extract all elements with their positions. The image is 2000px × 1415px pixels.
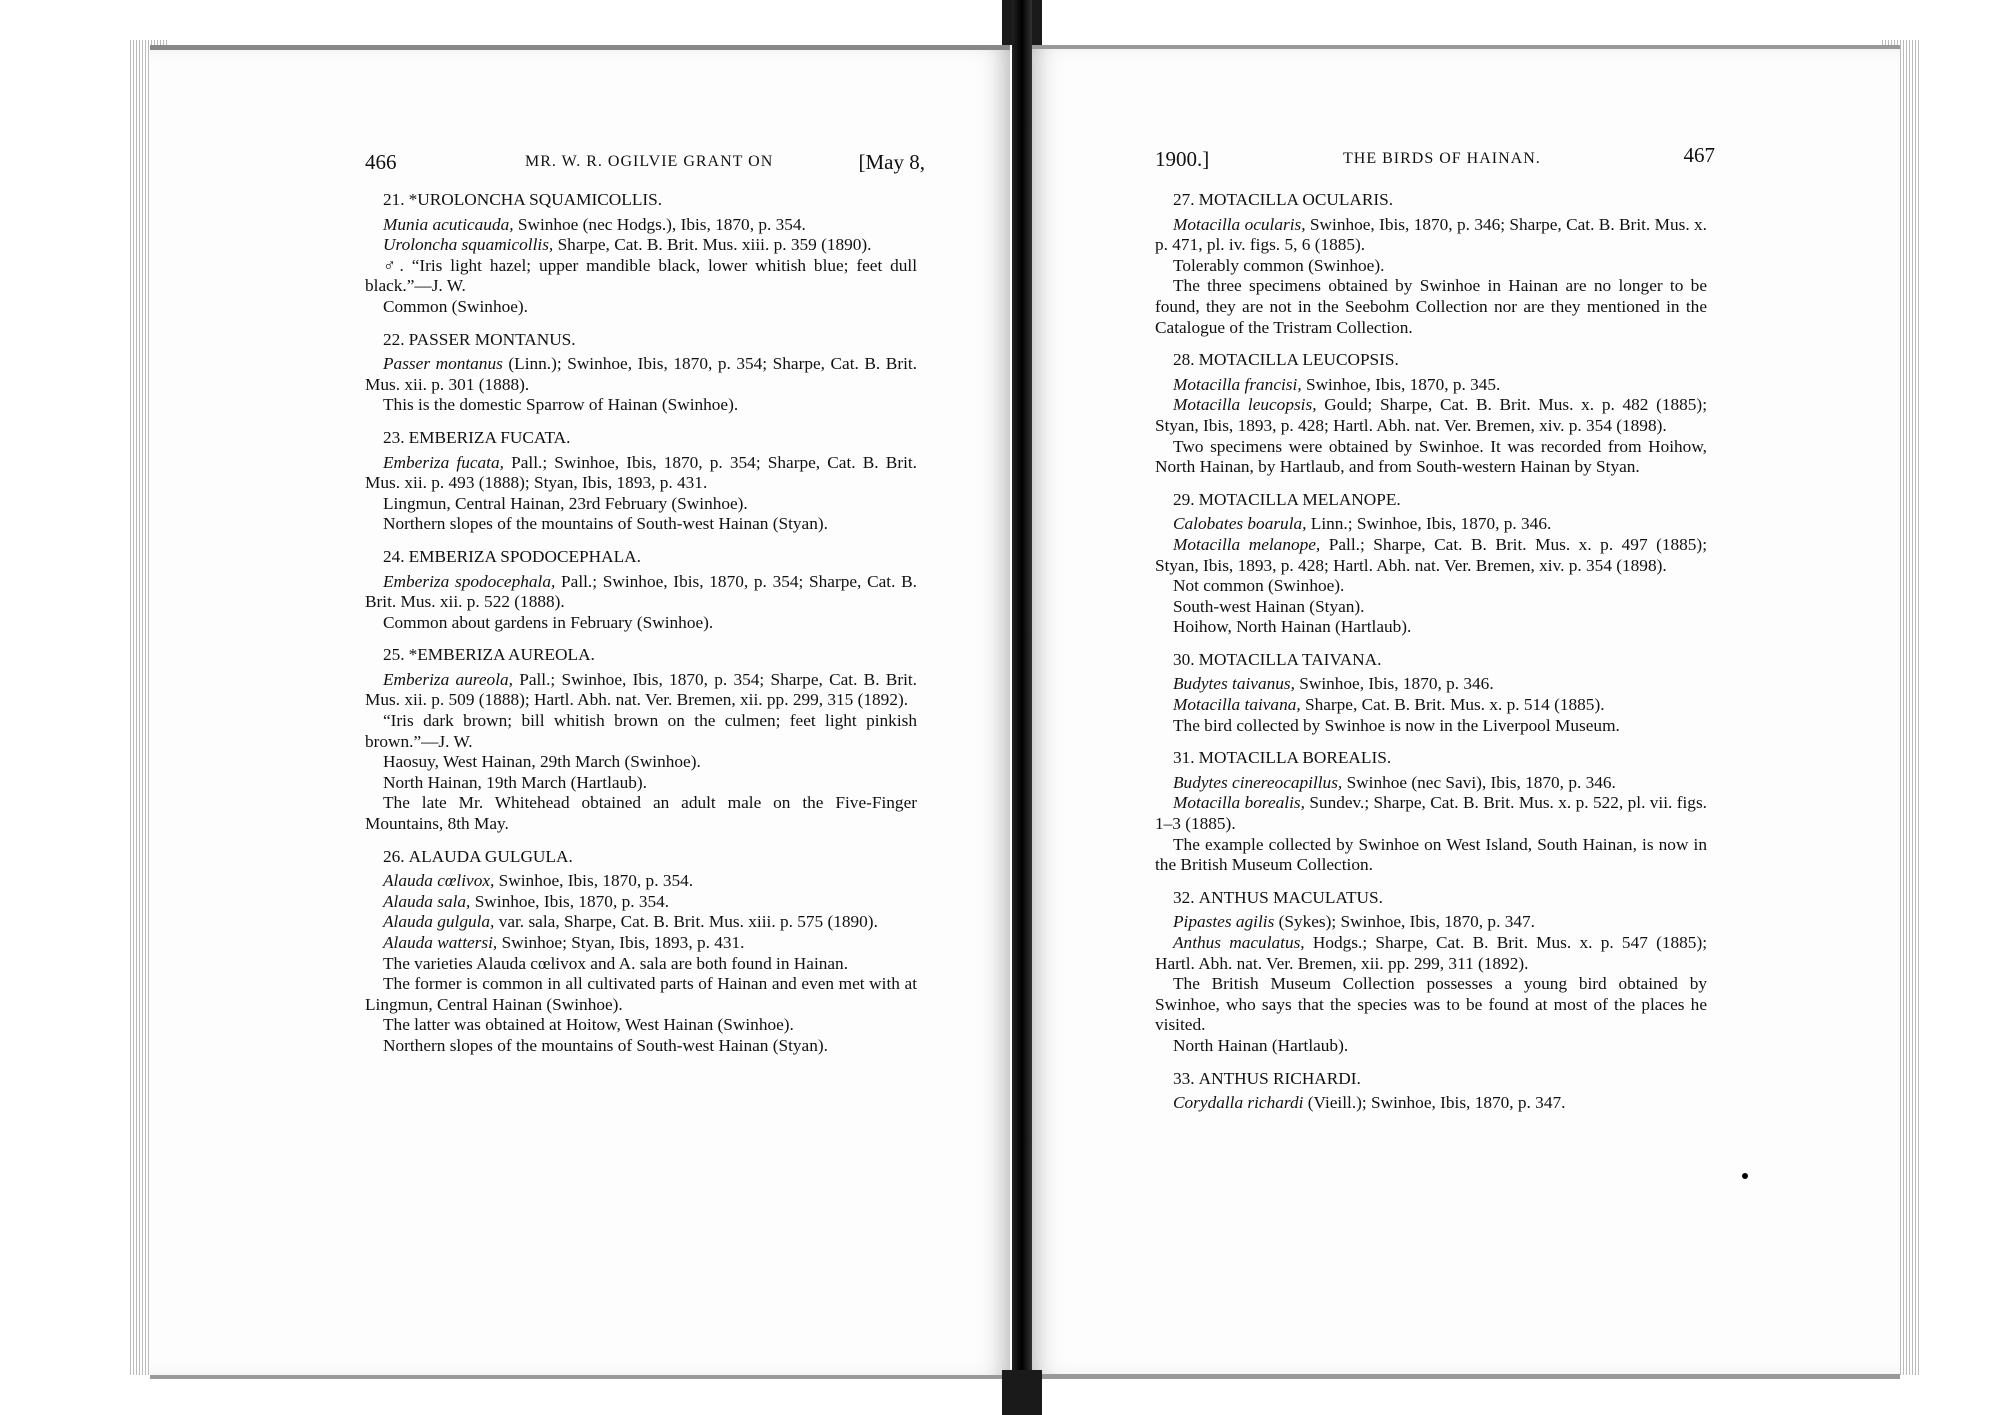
species-paragraph	[1155, 576, 1707, 597]
paragraph-text: Swinhoe, Ibis, 1870, p. 346.	[1294, 674, 1494, 694]
species-paragraph	[1155, 773, 1707, 794]
right-page-number: 467	[1683, 143, 1715, 167]
species-number: 26.	[383, 846, 405, 866]
species-paragraph	[365, 711, 917, 752]
species-number: 22.	[383, 329, 405, 349]
paragraph-text: (Linn.); Swinhoe, Ibis, 1870, p. 354; Sharpe, Cat. B. Brit. Mus. xii. p. 301 (1888).	[365, 354, 918, 394]
species-heading	[1155, 1069, 1707, 1090]
paragraph-text: Tolerably common (Swinhoe).	[1173, 255, 1385, 275]
species-name: EMBERIZA FUCATA.	[408, 427, 571, 447]
paragraph-text: Pall.; Swinhoe, Ibis, 1870, p. 354; Sharpe, Cat. B. Brit. Mus. xii. p. 509 (1888); Hartl. Abh. nat. Ver. Bremen, xii. pp. 299, 315 (1892).	[365, 669, 917, 710]
taxon-name: Alauda gulgula,	[383, 912, 495, 932]
taxon-name: Anthus maculatus,	[1173, 933, 1305, 952]
taxon-name: Emberiza spodocephala,	[383, 571, 556, 591]
taxon-name: Calobates boarula,	[1173, 514, 1307, 534]
species-paragraph	[1155, 835, 1707, 876]
species-number: 28.	[1173, 350, 1195, 370]
taxon-name: Alauda cœlivox,	[383, 871, 495, 891]
taxon-name: Pipastes agilis	[1173, 912, 1275, 932]
species-number: 29.	[1173, 489, 1195, 509]
species-number: 24.	[383, 546, 405, 566]
paragraph-text: Common about gardens in February (Swinhoe).	[383, 612, 714, 632]
species-name: ANTHUS RICHARDI.	[1198, 1068, 1361, 1088]
species-paragraph	[1155, 597, 1707, 618]
species-paragraph	[1155, 276, 1707, 338]
paragraph-text: Northern slopes of the mountains of South-west Hainan (Styan).	[383, 514, 828, 534]
paragraph-text: The late Mr. Whitehead obtained an adult male on the Five-Finger Mountains, 8th May.	[365, 793, 917, 834]
taxon-name: Emberiza fucata,	[383, 452, 504, 472]
species-paragraph	[1155, 974, 1707, 1036]
species-paragraph	[365, 871, 917, 892]
taxon-name: Uroloncha squamicollis,	[383, 235, 554, 255]
species-paragraph	[365, 297, 917, 318]
paragraph-text: ♂. “Iris light hazel; upper mandible black, lower whitish blue; feet dull black.”—J. W.	[365, 255, 917, 296]
paragraph-text: Swinhoe, Ibis, 1870, p. 346; Sharpe, Cat. B. Brit. Mus. x. p. 471, pl. iv. figs. 5, 6 (1885).	[1155, 214, 1708, 255]
taxon-name: Passer montanus	[383, 354, 503, 374]
species-paragraph	[1155, 1093, 1707, 1114]
species-number: 23.	[383, 427, 405, 447]
species-paragraph	[365, 752, 917, 773]
species-paragraph	[365, 235, 917, 256]
paragraph-text: Northern slopes of the mountains of South-west Hainan (Styan).	[383, 1035, 828, 1055]
paragraph-text: South-west Hainan (Styan).	[1173, 596, 1365, 616]
species-entry	[1155, 650, 1707, 736]
species-heading	[365, 330, 917, 351]
species-paragraph	[365, 613, 917, 634]
species-number: 33.	[1173, 1068, 1195, 1088]
species-paragraph	[1155, 716, 1707, 737]
paragraph-text: Sharpe, Cat. B. Brit. Mus. xiii. p. 359 (1890).	[553, 235, 872, 255]
paragraph-text: Two specimens were obtained by Swinhoe. It was recorded from Hoihow, North Hainan, by Hartlaub, and from South-western Hainan by Styan.	[1155, 436, 1707, 477]
species-paragraph	[365, 954, 917, 975]
ink-mark	[1742, 1173, 1748, 1179]
paragraph-text: Lingmun, Central Hainan, 23rd February (Swinhoe).	[383, 493, 748, 513]
species-name: MOTACILLA OCULARIS.	[1198, 190, 1394, 209]
right-page-text	[1155, 190, 1707, 1126]
species-entry	[1155, 888, 1707, 1057]
species-paragraph	[365, 933, 917, 954]
species-paragraph	[365, 395, 917, 416]
left-running-date: [May 8,	[858, 150, 925, 174]
species-heading	[365, 847, 917, 868]
paragraph-text: Swinhoe, Ibis, 1870, p. 354.	[470, 891, 670, 911]
left-page-text	[365, 190, 917, 1069]
species-heading	[1155, 650, 1707, 671]
species-paragraph	[365, 1036, 917, 1057]
species-name: EMBERIZA SPODOCEPHALA.	[408, 546, 641, 566]
species-name: ANTHUS MACULATUS.	[1198, 887, 1383, 907]
paragraph-text: North Hainan, 19th March (Hartlaub).	[383, 772, 647, 792]
species-paragraph	[365, 354, 917, 395]
paragraph-text: Pall.; Swinhoe, Ibis, 1870, p. 354; Sharpe, Cat. B. Brit. Mus. xii. p. 522 (1888).	[365, 571, 917, 612]
species-paragraph	[365, 453, 917, 494]
species-number: 30.	[1173, 649, 1195, 669]
paragraph-text: The British Museum Collection possesses a young bird obtained by Swinhoe, who says that the species was to be found at most of the places he visited.	[1155, 974, 1707, 1035]
species-paragraph	[1155, 256, 1707, 277]
species-paragraph	[1155, 933, 1707, 974]
paragraph-text: The latter was obtained at Hoitow, West Hainan (Swinhoe).	[383, 1015, 794, 1035]
taxon-name: Corydalla richardi	[1173, 1093, 1304, 1113]
species-heading	[365, 547, 917, 568]
species-paragraph	[1155, 437, 1707, 478]
paragraph-text: Swinhoe (nec Hodgs.), Ibis, 1870, p. 354.	[513, 214, 806, 234]
paragraph-text: Swinhoe (nec Savi), Ibis, 1870, p. 346.	[1342, 772, 1616, 792]
paragraph-text: Sundev.; Sharpe, Cat. B. Brit. Mus. x. p. 522, pl. vii. figs. 1–3 (1885).	[1155, 793, 1707, 834]
species-heading	[1155, 190, 1707, 211]
species-heading	[1155, 350, 1707, 371]
species-heading	[365, 190, 917, 211]
paragraph-text: North Hainan (Hartlaub).	[1173, 1035, 1349, 1055]
species-heading	[1155, 490, 1707, 511]
left-page-number: 466	[365, 150, 397, 174]
species-paragraph	[1155, 395, 1707, 436]
species-paragraph	[1155, 695, 1707, 716]
species-entry	[1155, 748, 1707, 876]
paragraph-text: (Sykes); Swinhoe, Ibis, 1870, p. 347.	[1274, 912, 1535, 932]
species-name: PASSER MONTANUS.	[408, 329, 576, 349]
species-number: 21.	[383, 190, 405, 209]
species-entry	[1155, 1069, 1707, 1114]
species-entry	[365, 547, 917, 633]
species-entry	[1155, 190, 1707, 338]
taxon-name: Munia acuticauda,	[383, 214, 514, 234]
species-paragraph	[365, 912, 917, 933]
species-heading	[365, 645, 917, 666]
species-number: 27.	[1173, 190, 1195, 209]
species-paragraph	[365, 773, 917, 794]
species-name: MOTACILLA MELANOPE.	[1198, 489, 1401, 509]
taxon-name: Budytes taivanus,	[1173, 674, 1295, 694]
species-name: MOTACILLA LEUCOPSIS.	[1198, 350, 1399, 370]
paragraph-text: Hodgs.; Sharpe, Cat. B. Brit. Mus. x. p. 547 (1885); Hartl. Abh. nat. Ver. Bremen, xii. pp. 299, 311 (1892).	[1155, 933, 1707, 973]
book-gutter	[1012, 0, 1032, 1415]
paragraph-text: The example collected by Swinhoe on West Island, South Hainan, is now in the British Museum Collection.	[1155, 834, 1707, 875]
taxon-name: Motacilla leucopsis,	[1173, 395, 1317, 415]
species-name: MOTACILLA BOREALIS.	[1198, 748, 1392, 768]
paragraph-text: Linn.; Swinhoe, Ibis, 1870, p. 346.	[1306, 514, 1552, 534]
species-number: 25.	[383, 645, 405, 665]
paragraph-text: Haosuy, West Hainan, 29th March (Swinhoe).	[383, 752, 701, 772]
species-paragraph	[1155, 674, 1707, 695]
species-entry	[365, 190, 917, 318]
paragraph-text: Hoihow, North Hainan (Hartlaub).	[1173, 617, 1412, 637]
species-entry	[1155, 490, 1707, 638]
species-paragraph	[365, 494, 917, 515]
species-paragraph	[365, 974, 917, 1015]
species-entry	[365, 330, 917, 416]
species-paragraph	[365, 793, 917, 834]
taxon-name: Alauda sala,	[383, 891, 471, 911]
species-paragraph	[1155, 535, 1707, 576]
taxon-name: Motacilla borealis,	[1173, 793, 1305, 813]
species-paragraph	[1155, 375, 1707, 396]
species-paragraph	[365, 514, 917, 535]
species-paragraph	[1155, 1036, 1707, 1057]
taxon-name: Budytes cinereocapillus,	[1173, 772, 1343, 792]
taxon-name: Motacilla melanope,	[1173, 534, 1321, 554]
paragraph-text: Pall.; Sharpe, Cat. B. Brit. Mus. x. p. 497 (1885); Styan, Ibis, 1893, p. 428; Hartl. Abh. nat. Ver. Bremen, xiv. p. 354 (1898).	[1155, 534, 1707, 575]
taxon-name: Alauda wattersi,	[383, 933, 498, 952]
species-paragraph	[1155, 793, 1707, 834]
left-running-title: MR. W. R. OGILVIE GRANT ON	[525, 153, 774, 170]
paragraph-text: The three specimens obtained by Swinhoe in Hainan are no longer to be found, they are not in the Seebohm Collection nor are they mentioned in the Catalogue of the Tristram Collection.	[1155, 276, 1707, 337]
species-entry	[365, 645, 917, 834]
paragraph-text: “Iris dark brown; bill whitish brown on the culmen; feet light pinkish brown.”—J. W.	[365, 711, 917, 751]
species-entry	[365, 847, 917, 1057]
paragraph-text: Pall.; Swinhoe, Ibis, 1870, p. 354; Sharpe, Cat. B. Brit. Mus. xii. p. 493 (1888); Styan, Ibis, 1893, p. 431.	[365, 452, 918, 493]
paragraph-text: Common (Swinhoe).	[383, 296, 528, 316]
paragraph-text: The varieties Alauda cœlivox and A. sala are both found in Hainan.	[383, 953, 849, 973]
paragraph-text: Swinhoe; Styan, Ibis, 1893, p. 431.	[497, 933, 745, 952]
species-paragraph	[1155, 514, 1707, 535]
paragraph-text: Not common (Swinhoe).	[1173, 576, 1345, 596]
taxon-name: Motacilla francisi,	[1173, 374, 1302, 394]
binding-bottom	[1002, 1370, 1042, 1415]
right-running-date: 1900.]	[1155, 147, 1210, 171]
paragraph-text: (Vieill.); Swinhoe, Ibis, 1870, p. 347.	[1303, 1093, 1566, 1113]
species-paragraph	[365, 572, 917, 613]
paragraph-text: Sharpe, Cat. B. Brit. Mus. x. p. 514 (1885).	[1300, 695, 1605, 715]
taxon-name: Motacilla taivana,	[1173, 695, 1301, 715]
species-number: 32.	[1173, 887, 1195, 907]
species-paragraph	[365, 892, 917, 913]
species-paragraph	[1155, 617, 1707, 638]
species-entry	[365, 428, 917, 535]
paragraph-text: Gould; Sharpe, Cat. B. Brit. Mus. x. p. 482 (1885); Styan, Ibis, 1893, p. 428; Hartl. Abh. nat. Ver. Bremen, xiv. p. 354 (1898).	[1155, 395, 1707, 435]
species-paragraph	[1155, 912, 1707, 933]
paragraph-text: The bird collected by Swinhoe is now in the Liverpool Museum.	[1173, 715, 1620, 735]
species-number: 31.	[1173, 748, 1195, 768]
species-paragraph	[365, 670, 917, 711]
species-entry	[1155, 350, 1707, 478]
species-name: *EMBERIZA AUREOLA.	[408, 645, 595, 665]
taxon-name: Motacilla ocularis,	[1173, 214, 1306, 234]
paragraph-text: Swinhoe, Ibis, 1870, p. 345.	[1301, 374, 1501, 394]
species-heading	[365, 428, 917, 449]
right-running-title: THE BIRDS OF HAINAN.	[1343, 150, 1541, 167]
species-name: MOTACILLA TAIVANA.	[1198, 649, 1382, 669]
species-paragraph	[1155, 215, 1707, 256]
taxon-name: Emberiza aureola,	[383, 669, 513, 689]
species-heading	[1155, 888, 1707, 909]
paragraph-text: Swinhoe, Ibis, 1870, p. 354.	[494, 871, 694, 891]
paragraph-text: var. sala, Sharpe, Cat. B. Brit. Mus. xiii. p. 575 (1890).	[494, 912, 878, 932]
species-paragraph	[365, 256, 917, 297]
species-paragraph	[365, 1015, 917, 1036]
species-name: ALAUDA GULGULA.	[408, 846, 573, 866]
paragraph-text: This is the domestic Sparrow of Hainan (Swinhoe).	[383, 395, 739, 415]
species-paragraph	[365, 215, 917, 236]
paragraph-text: The former is common in all cultivated parts of Hainan and even met with at Lingmun, Central Hainan (Swinhoe).	[365, 974, 917, 1014]
species-name: *UROLONCHA SQUAMICOLLIS.	[408, 190, 663, 209]
species-heading	[1155, 748, 1707, 769]
